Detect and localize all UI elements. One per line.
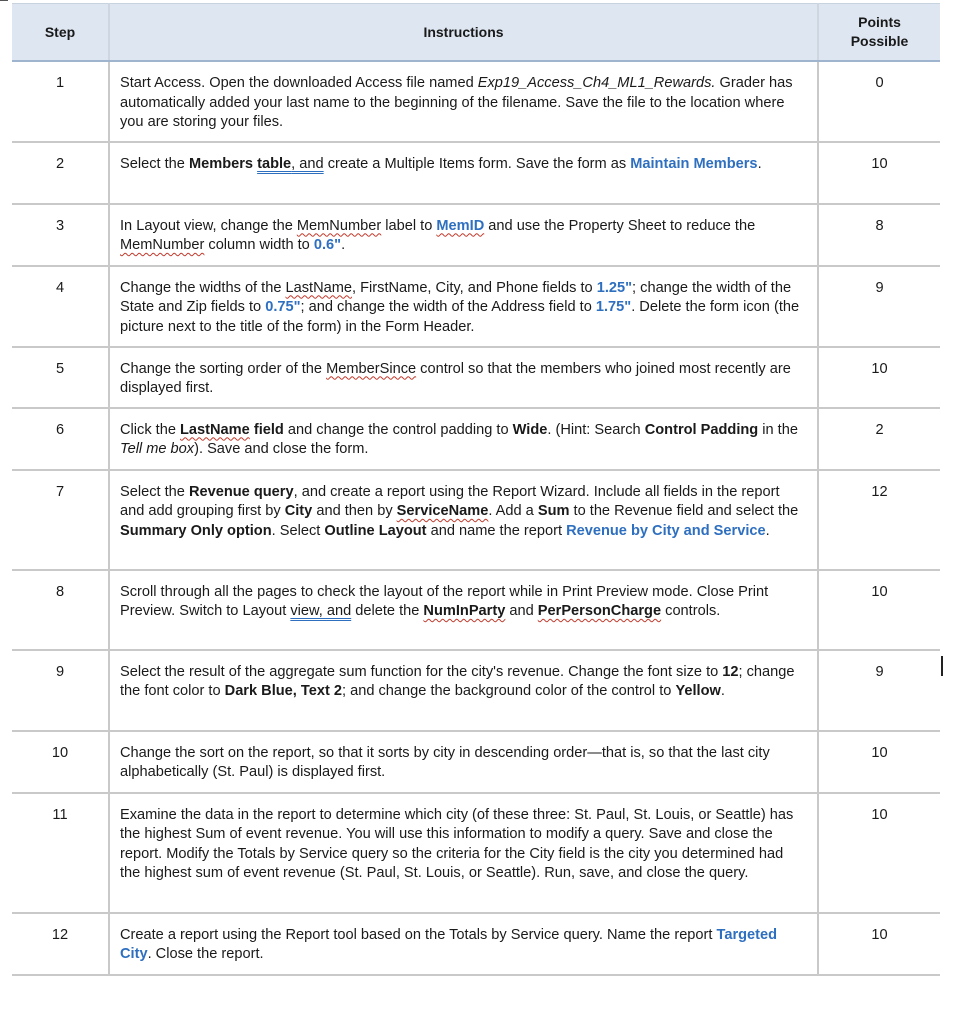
table-header-row [12,4,940,62]
step-number: 7 [12,470,109,570]
table-row [12,731,940,793]
header-instructions: Instructions [109,4,818,62]
header-points [818,4,940,62]
step-instructions: Change the sort on the report, so that it sorts by city in descending order—that is, so that the last city alphabetically (St. Paul) is displayed first. [109,731,818,793]
step-number: 2 [12,142,109,204]
points-possible: 9 [818,266,940,347]
step-instructions: Examine the data in the report to determine which city (of these three: St. Paul, St. Louis, or Seattle) has the highest Sum of event revenue. You will use this information to modify a query. Save and close the report. Modify the Totals by Service query so the criteria for the City field is the city you determined had the highest sum of event revenue (St. Paul, St. Louis, or Seattle). Run, save, and close the query. [109,793,818,913]
step-number: 9 [12,650,109,731]
text-cursor [941,656,943,676]
table-row [12,913,940,975]
points-possible: 0 [818,61,940,142]
step-number: 11 [12,793,109,913]
step-number: 10 [12,731,109,793]
table-row [12,470,940,570]
table-row [12,266,940,347]
step-instructions: Create a report using the Report tool based on the Totals by Service query. Name the report Targeted City. Close the report. [109,913,818,975]
instructions-table [12,3,940,976]
header-points-line2: Possible [850,33,909,49]
step-number: 4 [12,266,109,347]
step-instructions: Select the Revenue query, and create a report using the Report Wizard. Include all fields in the report and add grouping first by City and then by ServiceName. Add a Sum to the Revenue field and select the Summary Only option. Select Outline Layout and name the report Revenue by City and Service. [109,470,818,570]
step-instructions: Change the widths of the LastName, FirstName, City, and Phone fields to 1.25"; change the width of the State and Zip fields to 0.75"; and change the width of the Address field to 1.75". Delete the form icon (the picture next to the title of the form) in the Form Header. [109,266,818,347]
table-row [12,570,940,650]
step-number: 1 [12,61,109,142]
page-corner-mark [0,0,8,3]
points-possible: 10 [818,913,940,975]
step-number: 12 [12,913,109,975]
points-possible: 12 [818,470,940,570]
table-row [12,347,940,408]
table-row [12,204,940,266]
points-possible: 10 [818,142,940,204]
step-instructions: Scroll through all the pages to check the layout of the report while in Print Preview mode. Close Print Preview. Switch to Layout view, and delete the NumInParty and PerPersonCharge controls. [109,570,818,650]
step-instructions: In Layout view, change the MemNumber label to MemID and use the Property Sheet to reduce the MemNumber column width to 0.6". [109,204,818,266]
header-points-line1: Points [858,14,901,30]
step-instructions: Start Access. Open the downloaded Access file named Exp19_Access_Ch4_ML1_Rewards. Grader has automatically added your last name to the beginning of the filename. Save the file to the location where you are storing your files. [109,61,818,142]
points-possible: 10 [818,793,940,913]
table-row [12,61,940,142]
table-row [12,793,940,913]
step-number: 8 [12,570,109,650]
points-possible: 2 [818,408,940,470]
header-step: Step [12,4,109,62]
table-row [12,142,940,204]
points-possible: 10 [818,731,940,793]
table-row [12,650,940,731]
points-possible: 10 [818,570,940,650]
step-instructions: Select the Members table, and create a Multiple Items form. Save the form as Maintain Members. [109,142,818,204]
step-number: 6 [12,408,109,470]
step-instructions: Select the result of the aggregate sum function for the city's revenue. Change the font size to 12; change the font color to Dark Blue, Text 2; and change the background color of the control to Yellow. [109,650,818,731]
points-possible: 10 [818,347,940,408]
step-number: 3 [12,204,109,266]
step-instructions: Click the LastName field and change the control padding to Wide. (Hint: Search Control Padding in the Tell me box). Save and close the form. [109,408,818,470]
table-row [12,408,940,470]
points-possible: 9 [818,650,940,731]
step-number: 5 [12,347,109,408]
points-possible: 8 [818,204,940,266]
step-instructions: Change the sorting order of the MemberSince control so that the members who joined most recently are displayed first. [109,347,818,408]
